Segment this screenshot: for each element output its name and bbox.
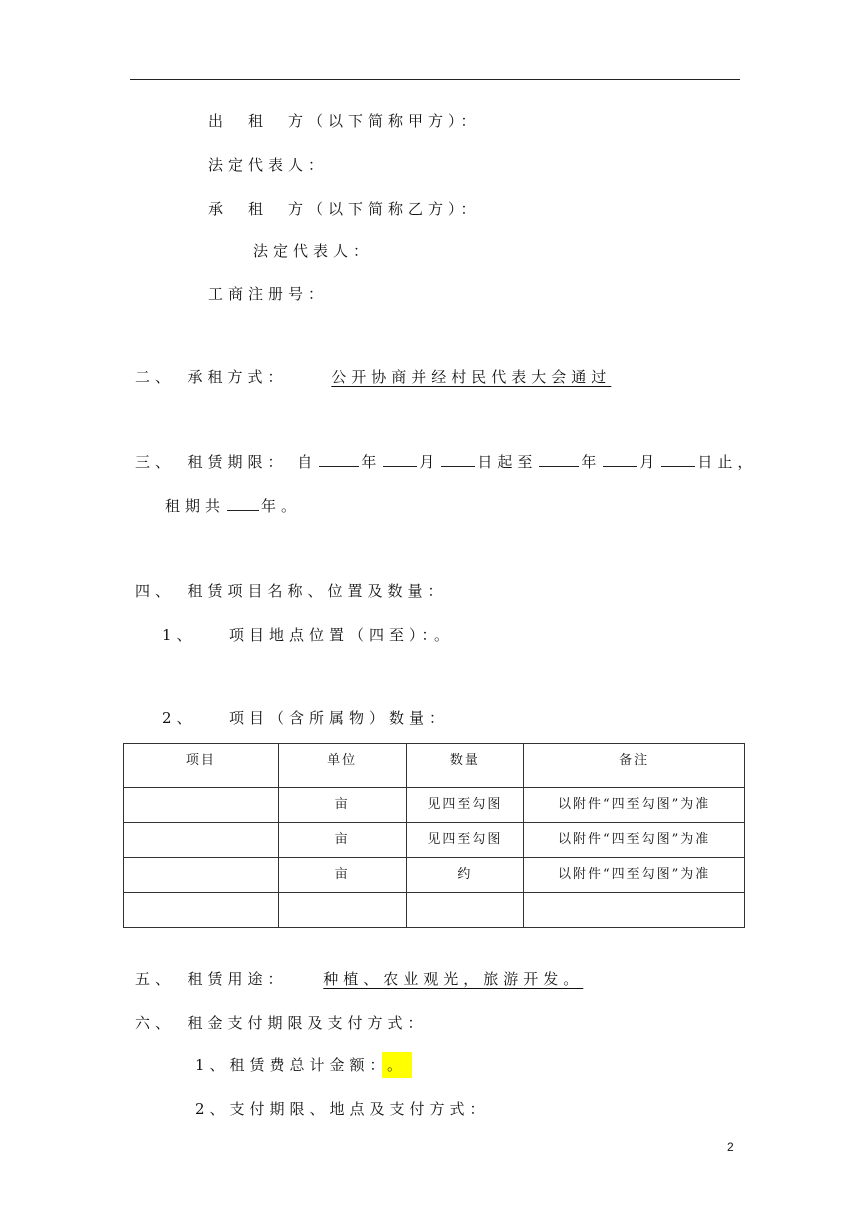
registration-number-line: 工商注册号： (208, 285, 329, 303)
table-row (124, 893, 745, 928)
table-cell (124, 788, 279, 823)
lease-method-value: 公开协商并经村民代表大会通过 (331, 368, 612, 386)
table-header-row (124, 744, 745, 788)
section-6-label: 六、 租金支付期限及支付方式： (135, 1014, 428, 1032)
table-cell (124, 893, 279, 928)
end-year-blank (539, 452, 579, 467)
table-cell: 以附件“四至勾图”为准 (524, 858, 745, 893)
lessor-representative-line: 法定代表人： (208, 156, 329, 174)
table-cell: 约 (406, 858, 524, 893)
section-2-label: 二、 承租方式： (135, 368, 288, 386)
lease-purpose-value: 种植、农业观光，旅游开发。 (323, 970, 584, 988)
section-6-item-1 (195, 1054, 412, 1075)
table-header-cell: 单位 (278, 744, 406, 788)
table-row (124, 823, 745, 858)
section-3-label: 三、 租赁期限： (135, 453, 288, 471)
table-cell: 亩 (278, 788, 406, 823)
table-row (124, 788, 745, 823)
header-rule (130, 79, 740, 80)
section-4-item-2: 2、 项目（含所属物）数量： (162, 709, 450, 727)
end-day-blank (661, 452, 695, 467)
lessee-line: 承 租 方（以下简称乙方）： (208, 200, 481, 218)
table-cell: 见四至勾图 (406, 788, 524, 823)
table-cell (524, 893, 745, 928)
start-day-blank (441, 452, 475, 467)
table-header-cell: 项目 (124, 744, 279, 788)
section-5 (135, 968, 587, 989)
table-cell (124, 823, 279, 858)
table-cell (406, 893, 524, 928)
start-year-blank (319, 452, 359, 467)
table-cell: 以附件“四至勾图”为准 (524, 823, 745, 858)
section-6-item-2: 2、支付期限、地点及支付方式： (195, 1100, 490, 1118)
table-cell: 亩 (278, 858, 406, 893)
section-4-label: 四、 租赁项目名称、位置及数量： (135, 582, 448, 600)
table-cell: 以附件“四至勾图”为准 (524, 788, 745, 823)
start-month-blank (383, 452, 417, 467)
section-2 (135, 366, 619, 387)
section-5-label: 五、 租赁用途： (135, 970, 288, 988)
lessor-line: 出 租 方（以下简称甲方）： (208, 112, 481, 130)
section-3-line-1: 三、 租赁期限： 自 年 月 日起至 年 月 日止， (135, 453, 758, 471)
table-header-cell: 备注 (524, 744, 745, 788)
table-header-cell: 数量 (406, 744, 524, 788)
total-rent-label: 1、租赁费总计金额： (195, 1056, 383, 1074)
lessee-representative-line: 法定代表人： (253, 242, 374, 260)
end-month-blank (603, 452, 637, 467)
table-cell: 见四至勾图 (406, 823, 524, 858)
lease-years-blank (227, 496, 259, 511)
table-row (124, 858, 745, 893)
page-number: 2 (727, 1140, 734, 1154)
section-3-line-2: 租期共 年。 (165, 497, 302, 515)
section-4-item-1: 1、 项目地点位置（四至）：。 (162, 626, 455, 644)
table-cell (124, 858, 279, 893)
table-cell: 亩 (278, 823, 406, 858)
table-cell (278, 893, 406, 928)
project-table (123, 743, 745, 928)
total-rent-value: 。 (382, 1052, 412, 1078)
